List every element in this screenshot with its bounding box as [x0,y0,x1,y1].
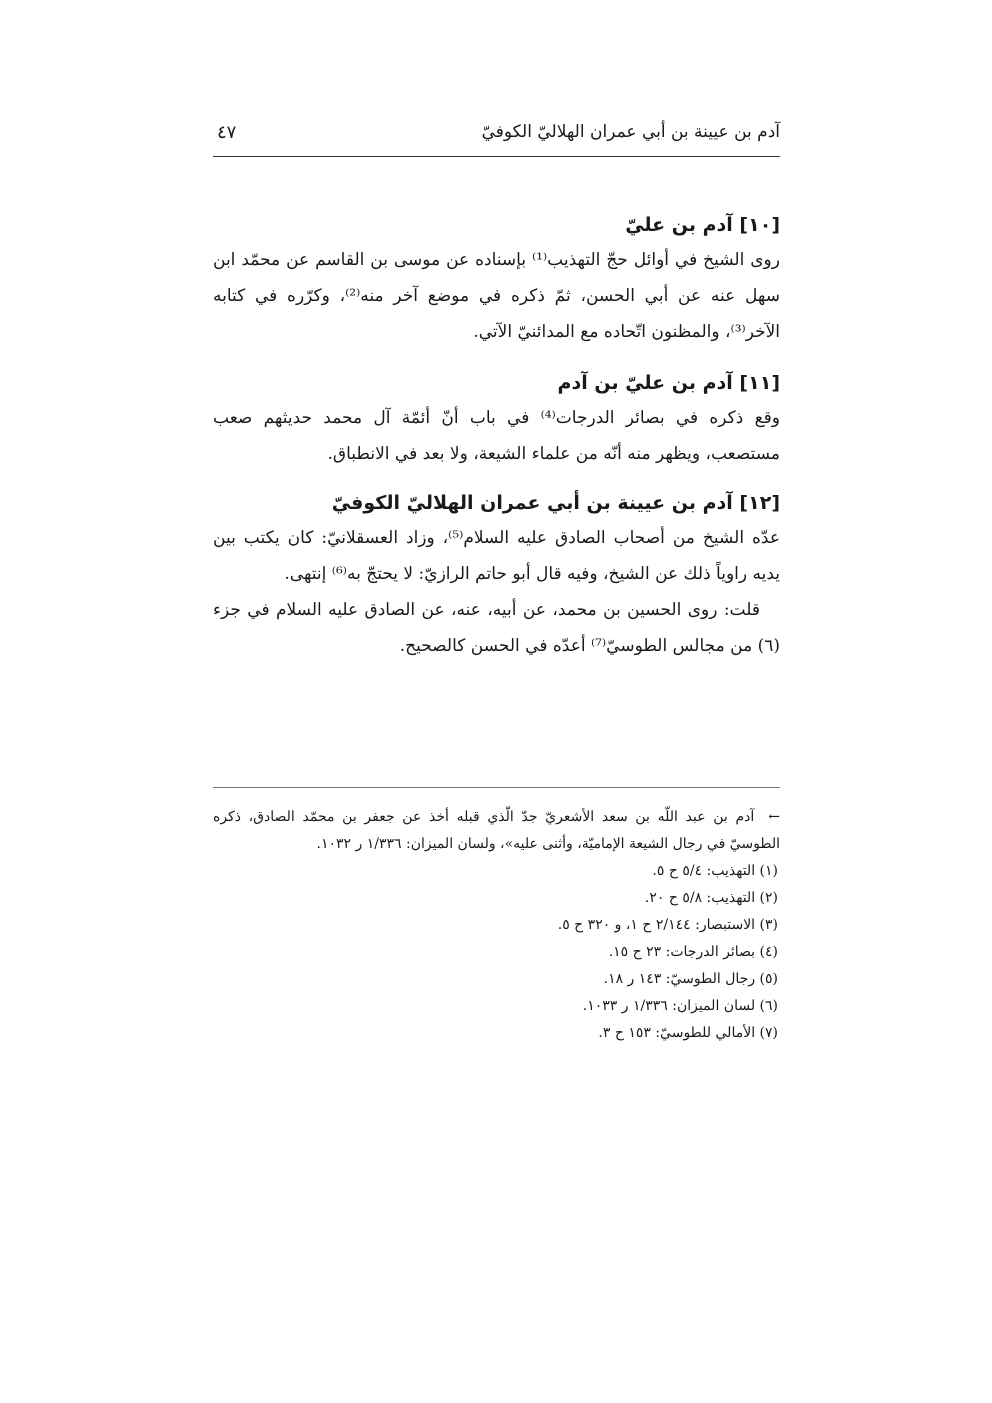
footnote-4: (٤) بصائر الدرجات: ٢٣ ح ١٥. [608,944,778,960]
entry-paragraph-12b: قلت: روى الحسين بن محمد، عن أبيه، عنه، عن الصادق عليه السلام في جزء (٦) من مجالس الطوسيّ⁽⁷⁾ أعدّه في الحسن كالصحيح. [213,600,780,656]
footnote-5: (٥) رجال الطوسيّ: ١٤٣ ر ١٨. [603,971,778,987]
footnote-continuation [213,804,780,858]
continuation-arrow-icon: ← [768,809,780,825]
entry-paragraph-12a: عدّه الشيخ من أصحاب الصادق عليه السلام⁽⁵⁾، وزاد العسقلانيّ: كان يكتب بين يديه راوياً ذلك عن الشيخ، وفيه قال أبو حاتم الرازيّ: لا يحتجّ به⁽⁶⁾ إنتهى. [213,528,780,584]
footnote-3: (٣) الاستبصار: ٢/١٤٤ ح ١، و ٣٢٠ ح ٥. [557,917,778,933]
footnote-6: (٦) لسان الميزان: ١/٣٣٦ ر ١٠٣٣. [582,998,778,1014]
footnotes [213,804,780,1047]
footnote-separator [213,787,780,788]
page-header [213,112,780,157]
footnote-2: (٢) التهذيب: ٥/٨ ح ٢٠. [644,890,778,906]
entry-paragraph-11: وقع ذكره في بصائر الدرجات⁽⁴⁾ في باب أنّ أئمّة آل محمد حديثهم صعب مستصعب، ويظهر منه أنّه من علماء الشيعة، ولا بعد في الانطباق. [213,408,780,464]
entry-paragraph-10: روى الشيخ في أوائل حجّ التهذيب⁽¹⁾ بإسناده عن موسى بن القاسم عن محمّد ابن سهل عنه عن أبي الحسن، ثمّ ذكره في موضع آخر منه⁽²⁾، وكرّره في كتابه الآخر⁽³⁾، والمظنون اتّحاده مع المدائنيّ الآتي. [213,250,781,342]
footnote-continuation-text: آدم بن عبد اللّه بن سعد الأشعريّ جدّ الّذي قبله أخذ عن جعفر بن محمّد الصادق، ذكره الطوسيّ في رجال الشيعة الإماميّة، وأثنى عليه»، ولسان الميزان: ١/٣٣٦ ر ١٠٣٢. [213,809,780,852]
entry-heading-10: [١٠] آدم بن عليّ [625,214,780,236]
entry-heading-11: [١١] آدم بن عليّ بن آدم [557,372,780,394]
running-title: آدم بن عيينة بن أبي عمران الهلاليّ الكوفيّ [481,122,780,142]
footnote-7: (٧) الأمالي للطوسيّ: ١٥٣ ح ٣. [598,1025,778,1041]
page-number: ٤٧ [217,122,237,143]
footnote-1: (١) التهذيب: ٥/٤ ح ٥. [652,863,778,879]
main-text [213,208,780,664]
entry-heading-12: [١٢] آدم بن عيينة بن أبي عمران الهلاليّ الكوفيّ [331,492,780,514]
